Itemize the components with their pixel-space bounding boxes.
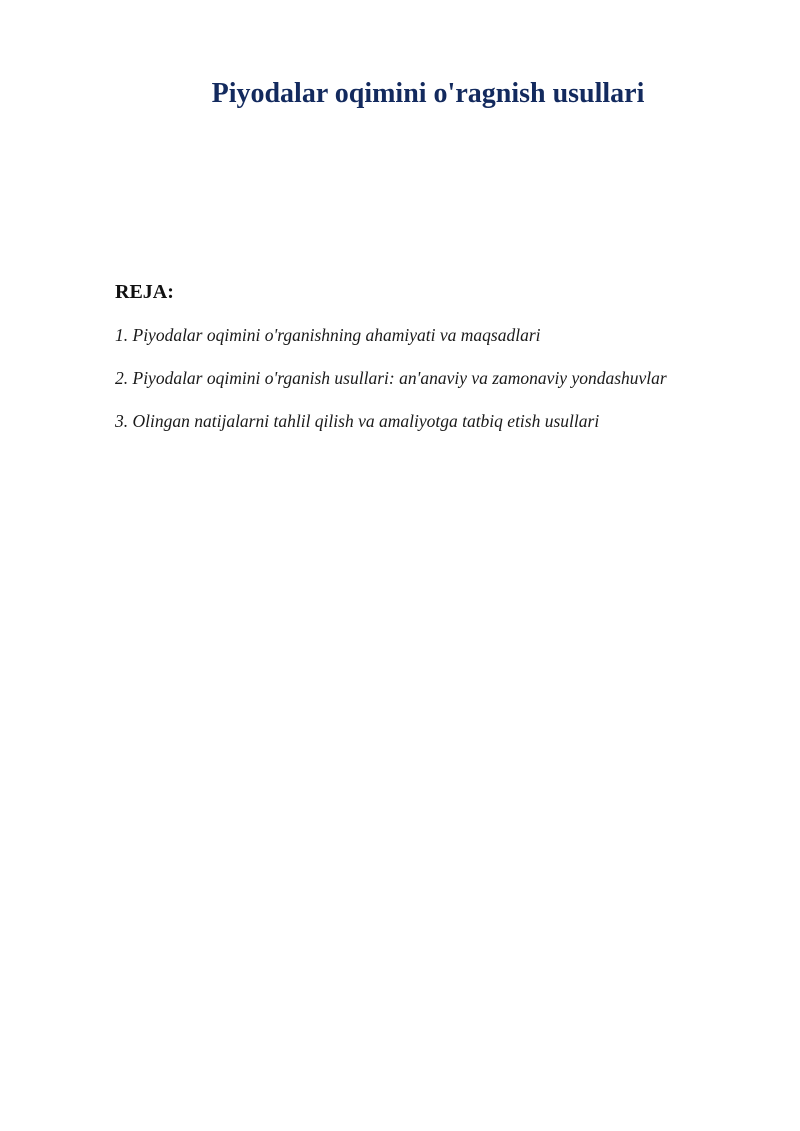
document-title: Piyodalar oqimini o'ragnish usullari — [211, 78, 645, 109]
plan-item: 3. Olingan natijalarni tahlil qilish va amaliyotga tatbiq etish usullari — [115, 411, 600, 431]
plan-heading: REJA: — [115, 281, 174, 303]
plan-item: 1. Piyodalar oqimini o'rganishning ahamiyati va maqsadlari — [115, 325, 541, 345]
plan-item: 2. Piyodalar oqimini o'rganish usullari: an'anaviy va zamonaviy yondashuvlar — [115, 368, 667, 388]
plan-section — [115, 280, 775, 453]
plan-list — [115, 324, 775, 433]
